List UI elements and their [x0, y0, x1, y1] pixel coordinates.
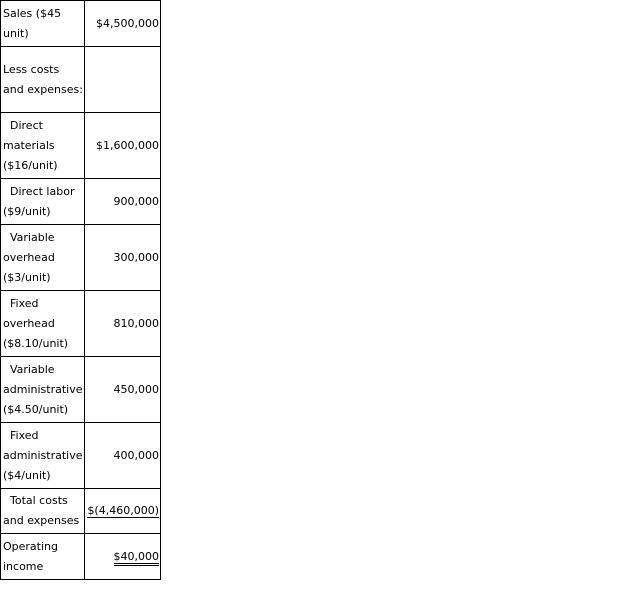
row-label: Fixed overhead ($8.10/unit) [1, 291, 85, 357]
table-row [1, 357, 161, 423]
table-row [1, 534, 161, 580]
row-value [85, 225, 161, 291]
row-label: Direct materials ($16/unit) [1, 113, 85, 179]
row-label: Less costs and expenses: [1, 47, 85, 113]
value-text: 300,000 [113, 250, 159, 264]
table-row [1, 225, 161, 291]
value-text: 810,000 [113, 316, 159, 330]
row-value [85, 291, 161, 357]
value-text: $40,000 [114, 550, 160, 566]
row-value [85, 534, 161, 580]
value-text: $1,600,000 [96, 138, 159, 152]
row-label: Fixed administrative ($4/unit) [1, 423, 85, 489]
value-text: $4,500,000 [96, 16, 159, 30]
row-value [85, 357, 161, 423]
row-value [85, 179, 161, 225]
table-row [1, 179, 161, 225]
row-label: Sales ($45 unit) [1, 1, 85, 47]
row-value [85, 423, 161, 489]
table-row [1, 47, 161, 113]
row-value [85, 47, 161, 113]
row-label: Operating income [1, 534, 85, 580]
income-statement-table [0, 0, 161, 580]
table-row [1, 291, 161, 357]
row-label: Total costs and expenses [1, 489, 85, 534]
table-row [1, 489, 161, 534]
row-label: Variable administrative ($4.50/unit) [1, 357, 85, 423]
value-text: 450,000 [113, 382, 159, 396]
table-row [1, 1, 161, 47]
value-text: 900,000 [113, 194, 159, 208]
row-value [85, 113, 161, 179]
row-label: Variable overhead ($3/unit) [1, 225, 85, 291]
row-value [85, 489, 161, 534]
table-row [1, 423, 161, 489]
row-value [85, 1, 161, 47]
value-text: $(4,460,000) [87, 504, 159, 517]
table-row [1, 113, 161, 179]
value-text: 400,000 [113, 448, 159, 462]
row-label: Direct labor ($9/unit) [1, 179, 85, 225]
